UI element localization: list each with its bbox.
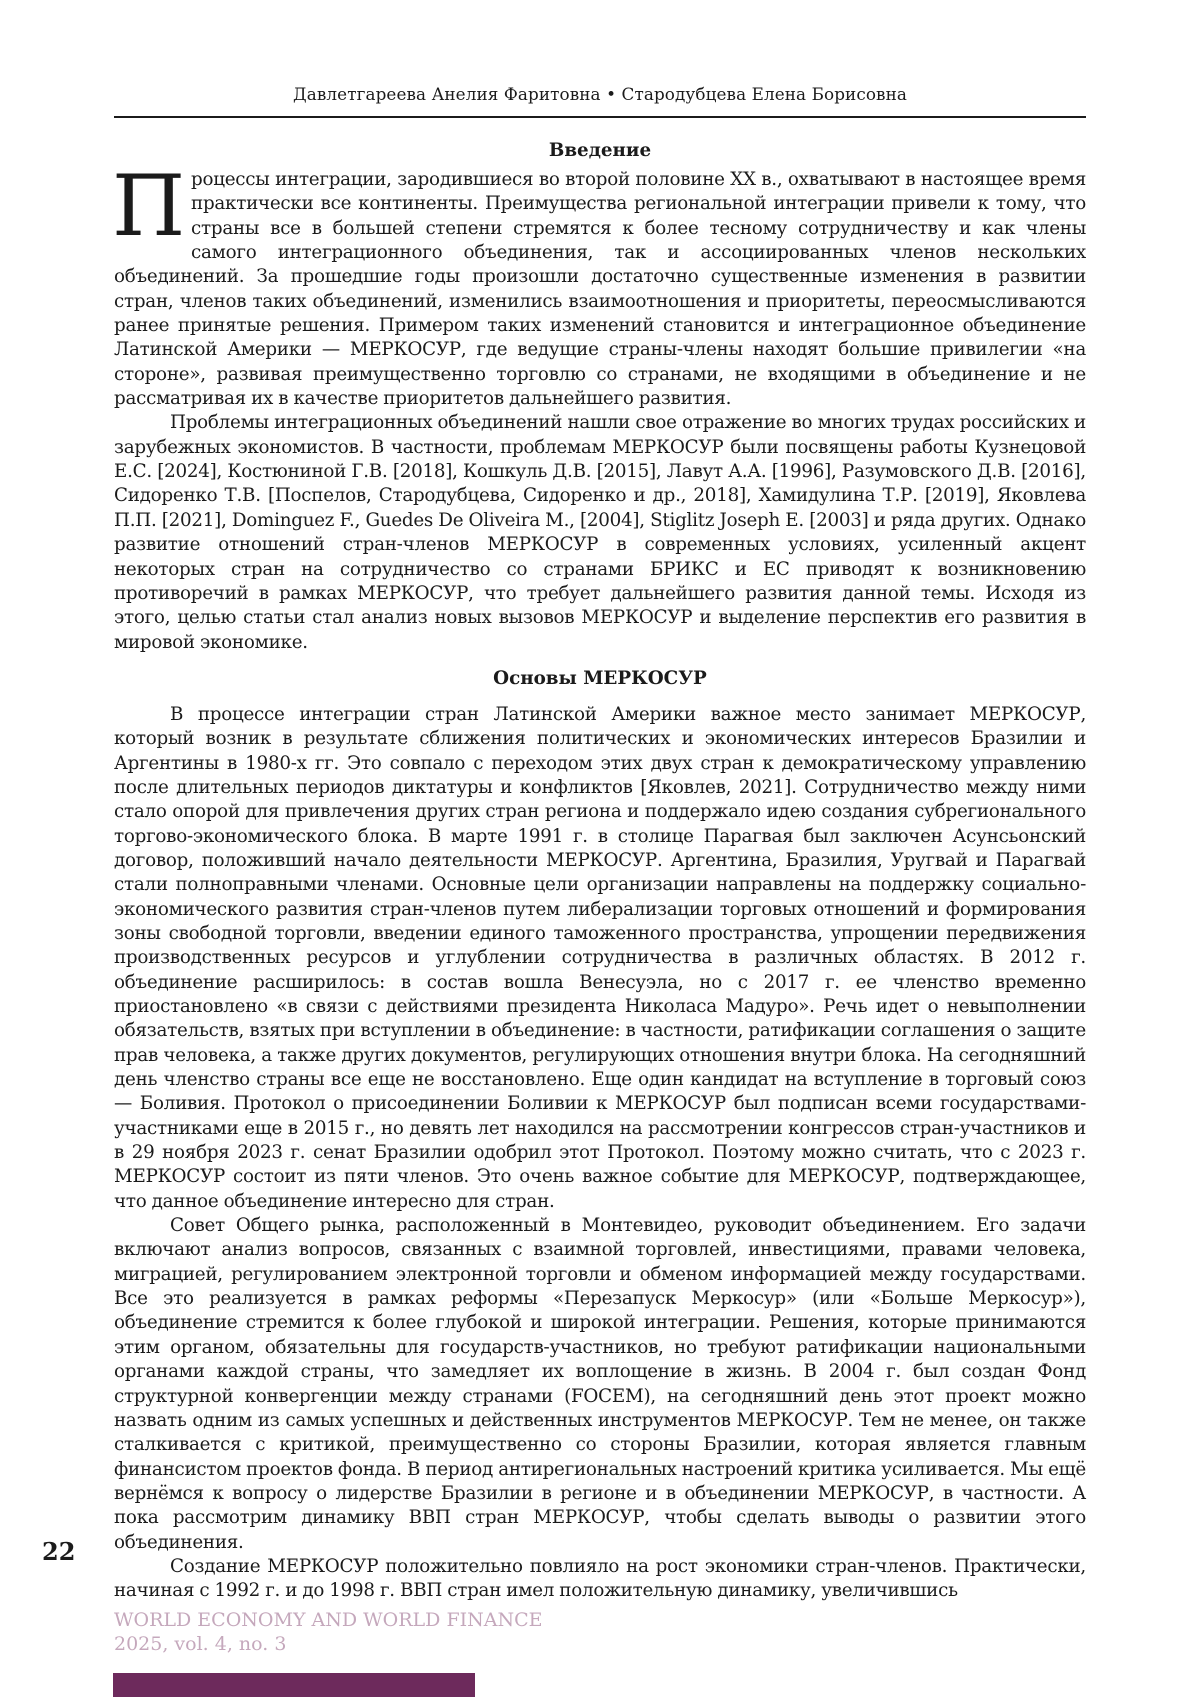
footer-accent-bar — [113, 1673, 475, 1697]
intro-paragraph-2: Проблемы интеграционных объединений нашли свое отражение во многих трудах российских и зарубежных экономистов. В частности, проблемам МЕРКОСУР были посвящены работы Кузнецовой Е.С. [2024], Костюниной Г.В. [2018], Кошкуль Д.В. [2015], Лавут А.А. [1996], Разумовского Д.В. [2016], Сидоренко Т.В. [Поспелов, Стародубцева, Сидоренко и др., 2018], Хамидулина Т.Р. [2019], Яковлева П.П. [2021], Dominguez F., Guedes De Oliveira M., [2004], Stiglitz Joseph E. [2003] и ряда других. Однако развитие отношений стран-членов МЕРКОСУР в современных условиях, усиленный акцент некоторых стран на сотрудничество со странами БРИКС и ЕС приводят к возникновению противоречий в рамках МЕРКОСУР, что требует дальнейшего развития данной темы. Исходя из этого, целью статьи стал анализ новых вызовов МЕРКОСУР и выделение перспектив его развития в мировой экономике. — [114, 412, 1086, 653]
section-title-introduction: Введение — [548, 140, 652, 161]
intro-paragraph-1 — [112, 157, 1086, 411]
section-title-mercosur-basics: Основы МЕРКОСУР — [493, 667, 707, 689]
running-header-authors: Давлетгареева Анелия Фаритовна • Стародубцева Елена Борисовна — [293, 84, 907, 104]
article-body — [114, 139, 1086, 1604]
intro-paragraph-1-text: роцессы интеграции, зародившиеся во второй половине XX в., охватывают в настоящее время практически все континенты. Преимущества региональной интеграции привели к тому, что страны все в большей степени стремятся к более тесному сотрудничеству и как члены самого интеграционного объединения, так и ассоциированных членов нескольких объединений. За прошедшие годы произошли достаточно существенные изменения в развитии стран, членов таких объединений, изменились взаимоотношения и приоритеты, переосмысливаются ранее принятые решения. Примером таких изменений становится и интеграционное объединение Латинской Америки — МЕРКОСУР, где ведущие страны-члены находят большие привилегии «на стороне», развивая преимущественно торговлю со странами, не входящими в объединение и не рассматривая их в качестве приоритетов дальнейшего развития. — [114, 169, 1086, 410]
basics-paragraph-2: Совет Общего рынка, расположенный в Монтевидео, руководит объединением. Его задачи включают анализ вопросов, связанных с взаимной торговлей, инвестициями, правами человека, миграцией, регулированием электронной торговли и обменом информацией между государствами. Все это реализуется в рамках реформы «Перезапуск Меркосур» (или «Больше Меркосур»), объединение стремится к более глубокой и широкой интеграции. Решения, которые принимаются этим органом, обязательны для государств-участников, но требуют ратификации национальными органами каждой страны, что замедляет их воплощение в жизнь. В 2004 г. был создан Фонд структурной конвергенции между странами (FOCEM), на сегодняшний день этот проект можно назвать одним из самых успешных и действенных инструментов МЕРКОСУР. Тем не менее, он также сталкивается с критикой, преимущественно со стороны Бразилии, которая является главным финансистом проектов фонда. В период антирегиональных настроений критика усиливается. Мы ещё вернёмся к вопросу о лидерстве Бразилии в регионе и в объединении МЕРКОСУР, в частности. А пока рассмотрим динамику ВВП стран МЕРКОСУР, чтобы сделать выводы о развитии этого объединения. — [114, 1215, 1086, 1553]
journal-name: WORLD ECONOMY AND WORLD FINANCE — [114, 1609, 543, 1631]
basics-paragraph-3: Создание МЕРКОСУР положительно повлияло на рост экономики стран-членов. Практически, начиная с 1992 г. и до 1998 г. ВВП стран имел положительную динамику, увеличившись — [114, 1555, 1086, 1602]
page-number: 22 — [42, 1537, 76, 1566]
header-divider — [114, 116, 1086, 118]
journal-footer — [114, 1608, 543, 1656]
drop-cap-letter: П — [112, 157, 186, 255]
journal-issue: 2025, vol. 4, no. 3 — [114, 1633, 287, 1655]
basics-paragraph-1: В процессе интеграции стран Латинской Америки важное место занимает МЕРКОСУР, который возник в результате сближения политических и экономических интересов Бразилии и Аргентины в 1980-х гг. Это совпало с переходом этих двух стран к демократическому управлению после длительных периодов диктатуры и конфликтов [Яковлев, 2021]. Сотрудничество между ними стало опорой для привлечения других стран региона и поддержало идею создания субрегионального торгово-экономического блока. В марте 1991 г. в столице Парагвая был заключен Асунсьонский договор, положивший начало деятельности МЕРКОСУР. Аргентина, Бразилия, Уругвай и Парагвай стали полноправными членами. Основные цели организации направлены на поддержку социально-экономического развития стран-членов путем либерализации торговых отношений и формирования зоны свободной торговли, введении единого таможенного пространства, упрощении передвижения производственных ресурсов и углублении сотрудничества в различных областях. В 2012 г. объединение расширилось: в состав вошла Венесуэла, но с 2017 г. ее членство временно приостановлено «в связи с действиями президента Николаса Мадуро». Речь идет о невыполнении обязательств, взятых при вступлении в объединение: в частности, ратификации соглашения о защите прав человека, а также других документов, регулирующих отношения внутри блока. На сегодняшний день членство страны все еще не восстановлено. Еще один кандидат на вступление в торговый союз — Боливия. Протокол о присоединении Боливии к МЕРКОСУР был подписан всеми государствами-участниками еще в 2015 г., но девять лет находился на рассмотрении конгрессов стран-участников и в 29 ноября 2023 г. сенат Бразилии одобрил этот Протокол. Поэтому можно считать, что с 2023 г. МЕРКОСУР состоит из пяти членов. Это очень важное событие для МЕРКОСУР, подтверждающее, что данное объединение интересно для стран. — [114, 703, 1086, 1212]
